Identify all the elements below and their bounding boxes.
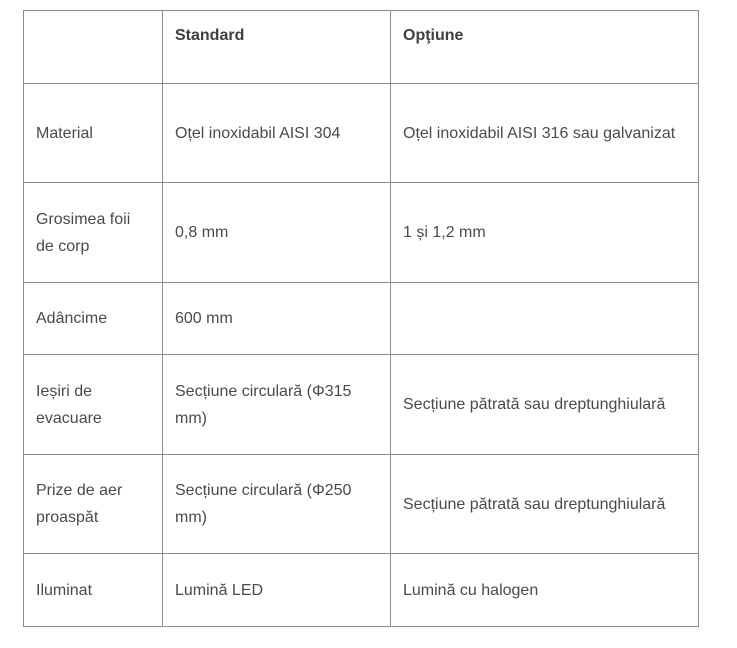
table-row [24,283,699,355]
table-row [24,355,699,455]
option-value: Oțel inoxidabil AISI 316 sau galvanizat [391,84,699,183]
table-row [24,455,699,554]
option-value: Lumină cu halogen [391,554,699,627]
table-header-row [24,11,699,84]
standard-value: Oțel inoxidabil AISI 304 [163,84,391,183]
option-value [391,283,699,355]
option-value: Secțiune pătrată sau dreptunghiulară [391,355,699,455]
table-row [24,554,699,627]
option-value: Secțiune pătrată sau dreptunghiulară [391,455,699,554]
table-row [24,183,699,283]
standard-value: Secțiune circulară (Φ315 mm) [163,355,391,455]
row-label: Grosimea foii de corp [24,183,163,283]
standard-value: Secțiune circulară (Φ250 mm) [163,455,391,554]
standard-value: 0,8 mm [163,183,391,283]
row-label: Prize de aer proaspăt [24,455,163,554]
specification-table [23,10,699,627]
table-row [24,84,699,183]
option-value: 1 și 1,2 mm [391,183,699,283]
header-cell-optiune: Opţiune [391,11,699,84]
header-cell-standard: Standard [163,11,391,84]
row-label: Adâncime [24,283,163,355]
row-label: Material [24,84,163,183]
standard-value: 600 mm [163,283,391,355]
row-label: Iluminat [24,554,163,627]
row-label: Ieșiri de evacuare [24,355,163,455]
standard-value: Lumină LED [163,554,391,627]
header-cell-empty [24,11,163,84]
